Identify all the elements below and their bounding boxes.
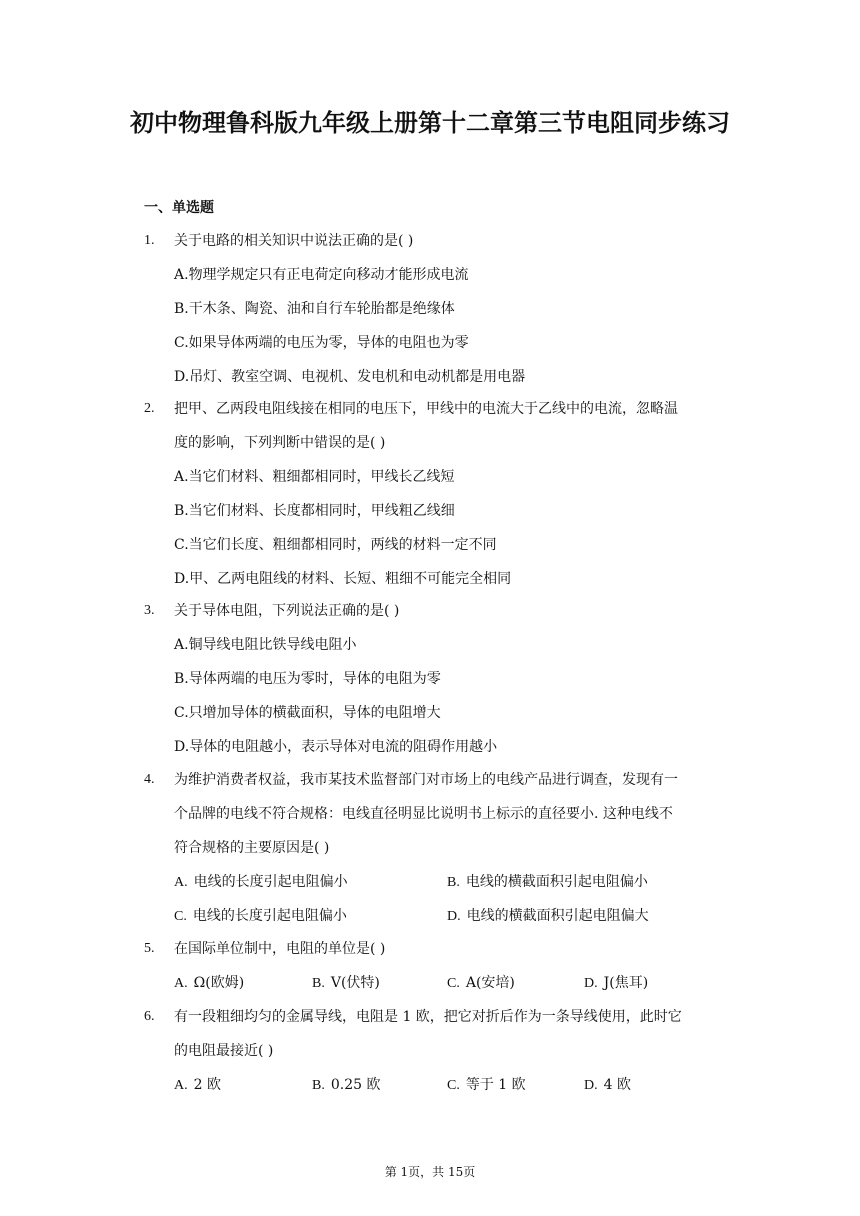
question-stem-line: 的电阻最接近( ) <box>174 1043 274 1059</box>
question-5 <box>144 932 720 1000</box>
option-a: A. 2 欧 <box>174 1077 221 1093</box>
page-footer: 第 1页，共 15页 <box>384 1165 476 1179</box>
question-stem-line: 符合规格的主要原因是( ) <box>174 840 330 856</box>
option-b: B.导体两端的电压为零时，导体的电阻为零 <box>174 671 441 687</box>
option-d: D.吊灯、教室空调、电视机、发电机和电动机都是用电器 <box>174 369 526 385</box>
question-stem: 关于电路的相关知识中说法正确的是( ) <box>174 233 414 249</box>
option-d: D.甲、乙两电阻线的材料、长短、粗细不可能完全相同 <box>174 571 512 587</box>
option-c: C.当它们长度、粗细都相同时，两线的材料一定不同 <box>174 537 497 553</box>
question-stem-line: 把甲、乙两段电阻线接在相同的电压下，甲线中的电流大于乙线中的电流，忽略温 <box>174 401 678 417</box>
option-c: C.只增加导体的横截面积，导体的电阻增大 <box>174 705 441 721</box>
option-d: D.导体的电阻越小，表示导体对电流的阻碍作用越小 <box>174 739 498 755</box>
option-a: A. Ω(欧姆) <box>174 975 245 991</box>
question-stem-line: 度的影响，下列判断中错误的是( ) <box>174 435 386 451</box>
question-6 <box>144 1000 720 1102</box>
document-title: 初中物理鲁科版九年级上册第十二章第三节电阻同步练习 <box>130 109 730 137</box>
section-heading: 一、单选题 <box>144 200 214 216</box>
question-number: 6. <box>144 1009 155 1024</box>
option-b: B.干木条、陶瓷、油和自行车轮胎都是绝缘体 <box>174 301 455 317</box>
option-b: B. 0.25 欧 <box>312 1077 381 1093</box>
question-stem: 关于导体电阻，下列说法正确的是( ) <box>174 603 400 619</box>
option-d: D. 电线的横截面积引起电阻偏大 <box>447 908 649 924</box>
question-number: 2. <box>144 401 155 416</box>
question-number: 5. <box>144 941 155 956</box>
option-c: C. 电线的长度引起电阻偏小 <box>174 908 347 924</box>
options-row <box>174 865 720 899</box>
option-b: B.当它们材料、长度都相同时，甲线粗乙线细 <box>174 503 455 519</box>
option-c: C. A(安培) <box>447 975 515 991</box>
option-d: D. 4 欧 <box>584 1077 631 1093</box>
question-number: 3. <box>144 603 155 618</box>
question-number: 1. <box>144 233 155 248</box>
question-stem-line: 有一段粗细均匀的金属导线，电阻是 1 欧，把它对折后作为一条导线使用，此时它 <box>174 1009 682 1025</box>
option-a: A.铜导线电阻比铁导线电阻小 <box>174 637 357 653</box>
question-2 <box>144 392 720 596</box>
options-row <box>174 1068 720 1102</box>
options-row <box>174 966 720 1000</box>
option-c: C.如果导体两端的电压为零，导体的电阻也为零 <box>174 335 469 351</box>
question-3 <box>144 594 720 764</box>
question-stem-line: 个品牌的电线不符合规格：电线直径明显比说明书上标示的直径要小. 这种电线不 <box>174 806 673 822</box>
question-number: 4. <box>144 772 155 787</box>
option-c: C. 等于 1 欧 <box>447 1077 526 1093</box>
question-1 <box>144 224 720 394</box>
option-a: A. 电线的长度引起电阻偏小 <box>174 874 348 890</box>
option-b: B. V(伏特) <box>312 975 380 991</box>
question-stem: 在国际单位制中，电阻的单位是( ) <box>174 941 386 957</box>
option-a: A.当它们材料、粗细都相同时，甲线长乙线短 <box>174 469 455 485</box>
question-4 <box>144 763 720 933</box>
option-d: D. J(焦耳) <box>584 975 649 991</box>
option-a: A.物理学规定只有正电荷定向移动才能形成电流 <box>174 267 469 283</box>
question-stem-line: 为维护消费者权益，我市某技术监督部门对市场上的电线产品进行调查，发现有一 <box>174 772 678 788</box>
option-b: B. 电线的横截面积引起电阻偏小 <box>447 874 648 890</box>
options-row <box>174 899 720 933</box>
